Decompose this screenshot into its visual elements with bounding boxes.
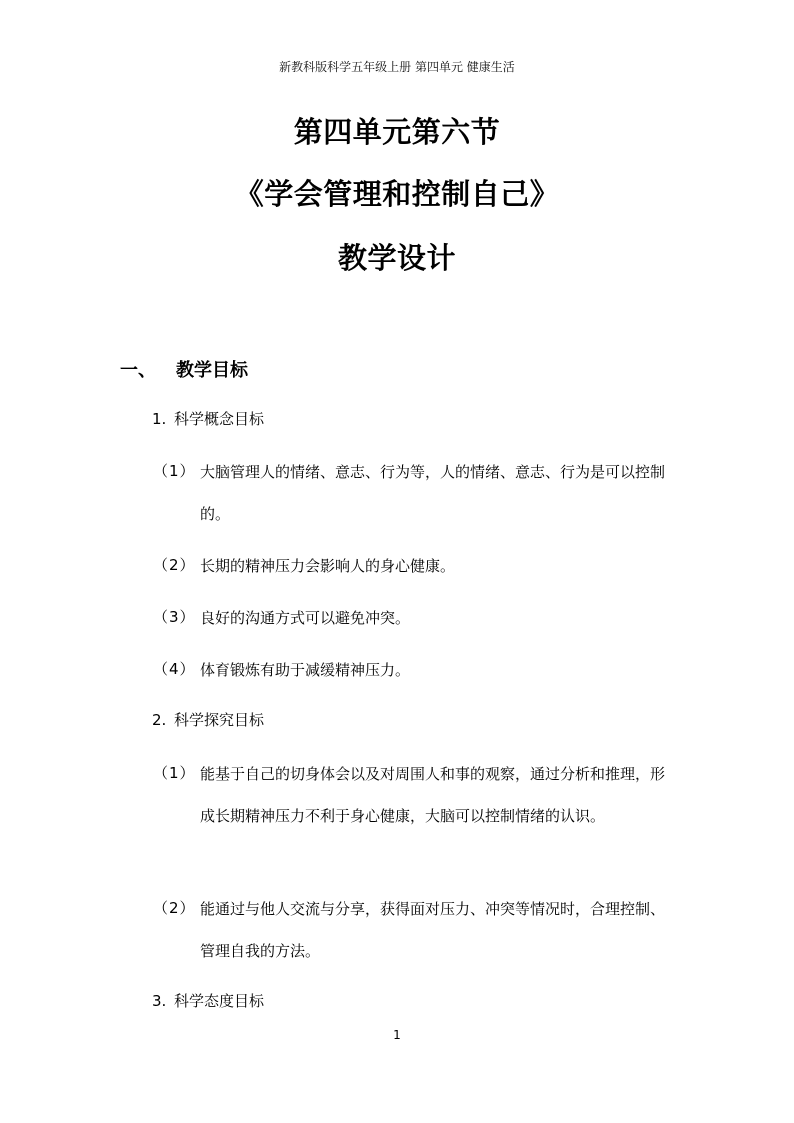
title-lesson: 《学会管理和控制自己》 bbox=[234, 177, 560, 211]
goal-number: 2. bbox=[152, 711, 167, 729]
title-design: 教学设计 bbox=[337, 241, 456, 275]
list-item bbox=[153, 898, 673, 968]
list-item bbox=[153, 461, 673, 531]
list-item-number: （3） bbox=[153, 608, 196, 626]
list-item-text: 良好的沟通方式可以避免冲突。 bbox=[200, 609, 411, 627]
goal-heading-concept bbox=[152, 409, 264, 430]
list-item-text: 能基于自己的切身体会以及对周围人和事的观察，通过分析和推理，形成长期精神压力不利于身心健康，大脑可以控制情绪的认识。 bbox=[200, 765, 666, 825]
goal-label: 科学探究目标 bbox=[174, 711, 265, 729]
goal-label: 科学态度目标 bbox=[174, 992, 265, 1010]
list-item-number: （2） bbox=[153, 899, 196, 917]
page-header: 新教科版科学五年级上册 第四单元 健康生活 bbox=[279, 60, 515, 74]
goal-heading-inquiry bbox=[152, 710, 264, 731]
list-item-number: （1） bbox=[153, 764, 196, 782]
page-number: 1 bbox=[393, 1028, 401, 1042]
list-item-text: 能通过与他人交流与分享，获得面对压力、冲突等情况时，合理控制、管理自我的方法。 bbox=[200, 900, 666, 960]
title-unit: 第四单元第六节 bbox=[293, 115, 501, 149]
goal-number: 3. bbox=[152, 992, 167, 1010]
list-item-number: （4） bbox=[153, 660, 196, 678]
section-heading-objectives bbox=[120, 356, 248, 382]
list-item-text: 长期的精神压力会影响人的身心健康。 bbox=[200, 557, 456, 575]
section-label: 教学目标 bbox=[176, 360, 248, 381]
list-item-text: 体育锻炼有助于减缓精神压力。 bbox=[200, 661, 411, 679]
list-item bbox=[153, 763, 673, 873]
goal-heading-attitude bbox=[152, 991, 264, 1012]
section-number: 一、 bbox=[120, 360, 156, 381]
list-item bbox=[153, 555, 673, 576]
list-item-number: （2） bbox=[153, 556, 196, 574]
list-item bbox=[153, 607, 673, 628]
goal-number: 1. bbox=[152, 410, 167, 428]
goal-label: 科学概念目标 bbox=[174, 410, 265, 428]
list-item-text: 大脑管理人的情绪、意志、行为等，人的情绪、意志、行为是可以控制的。 bbox=[200, 463, 666, 523]
list-item bbox=[153, 659, 673, 680]
list-item-number: （1） bbox=[153, 462, 196, 480]
